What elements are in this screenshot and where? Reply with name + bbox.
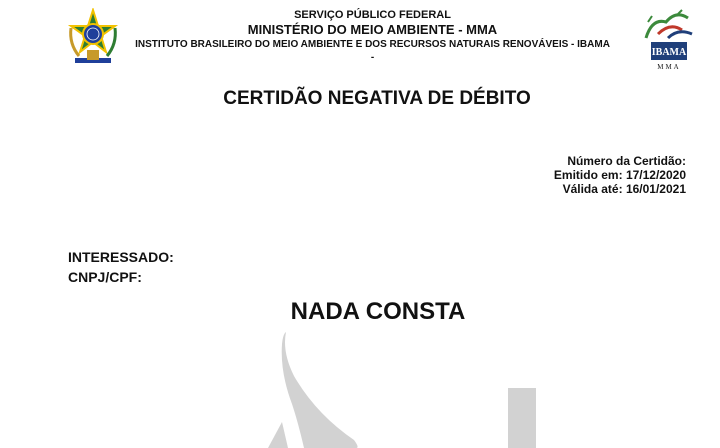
interested-label: INTERESSADO:	[68, 249, 174, 265]
header-ministry-line: MINISTÉRIO DO MEIO AMBIENTE - MMA	[247, 22, 498, 37]
ibama-logo-text: IBAMA	[651, 47, 687, 58]
certificate-meta	[554, 154, 686, 196]
interested-party-block	[68, 247, 174, 287]
issued-date-label: Emitido em:	[553, 168, 623, 182]
mma-logo-text: MMA	[657, 63, 681, 71]
header-service-line: SERVIÇO PÚBLICO FEDERAL	[294, 9, 451, 21]
issued-date-row	[554, 168, 686, 182]
certificate-number-row	[554, 154, 686, 168]
valid-until-row	[554, 182, 686, 196]
status-nada-consta: NADA CONSTA	[290, 298, 466, 325]
document-title: CERTIDÃO NEGATIVA DE DÉBITO	[223, 88, 531, 109]
ibama-logo-icon	[638, 8, 700, 72]
header-dash-line: -	[370, 52, 375, 63]
watermark-emblem-icon	[258, 318, 558, 448]
cnpj-cpf-label: CNPJ/CPF:	[68, 269, 142, 285]
valid-until-label: Válida até:	[562, 182, 623, 196]
header-institute-line: INSTITUTO BRASILEIRO DO MEIO AMBIENTE E DOS RECURSOS NATURAIS RENOVÁVEIS - IBAMA	[135, 39, 610, 50]
certificate-number-label: Número da Certidão:	[567, 154, 686, 168]
issued-date-value: 17/12/2020	[625, 168, 686, 182]
document-header	[100, 8, 645, 64]
valid-until-value: 16/01/2021	[625, 182, 686, 196]
